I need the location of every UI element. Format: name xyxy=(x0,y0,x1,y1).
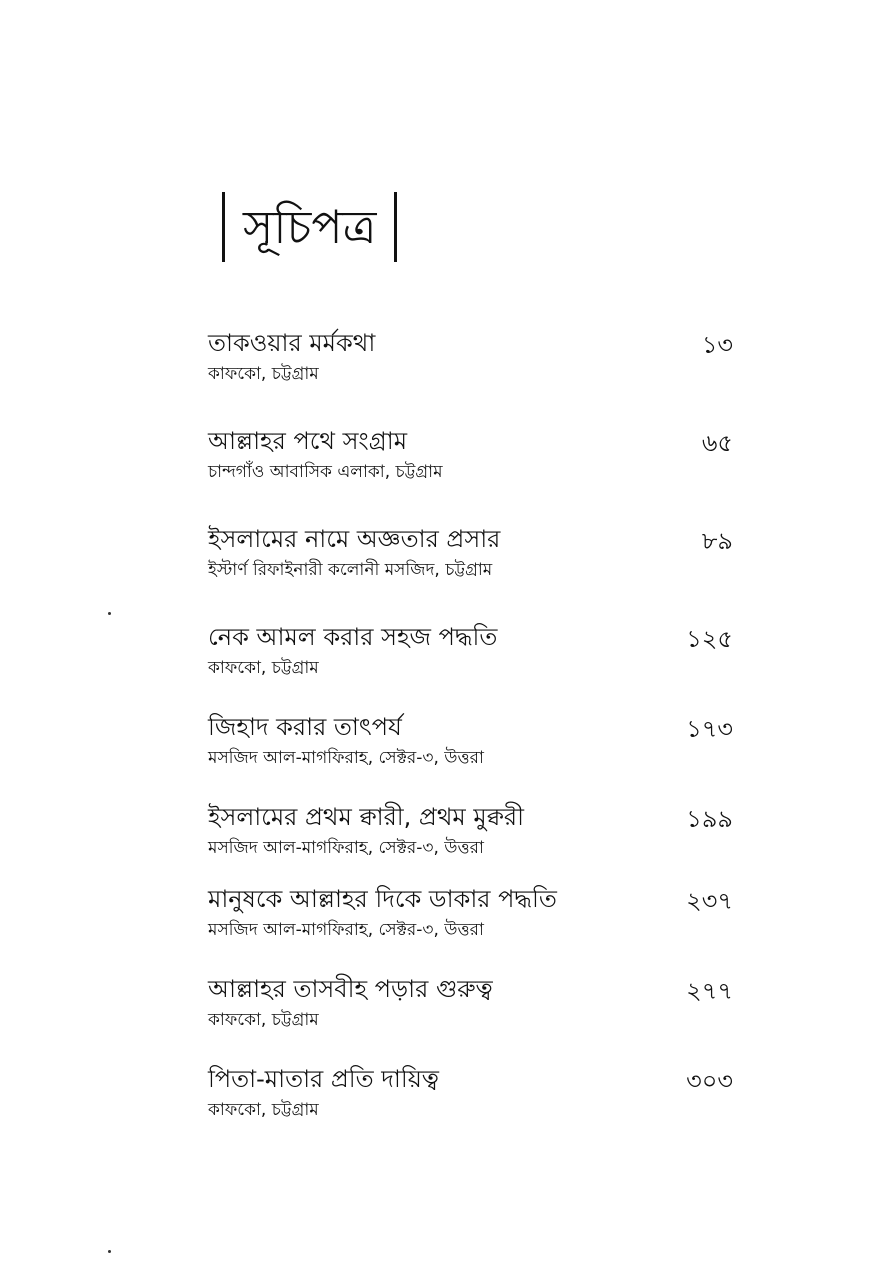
toc-entry-location: মসজিদ আল-মাগফিরাহ, সেক্টর-৩, উত্তরা xyxy=(208,920,484,940)
toc-entry-location: কাফকো, চট্টগ্রাম xyxy=(208,658,319,678)
toc-entry[interactable] xyxy=(208,522,733,586)
toc-entry[interactable] xyxy=(208,800,733,864)
scan-speck xyxy=(108,1250,111,1253)
toc-entry[interactable] xyxy=(208,710,733,774)
toc-entry[interactable] xyxy=(208,1062,733,1126)
page-title: সূচিপত্র xyxy=(243,200,377,254)
toc-entry-page-number: ১২৫ xyxy=(686,625,733,653)
toc-entry-title: ইসলামের প্রথম ক্বারী, প্রথম মুক্বরী xyxy=(208,803,524,831)
scan-speck xyxy=(108,612,111,615)
toc-entry-title: আল্লাহর পথে সংগ্রাম xyxy=(208,427,408,455)
toc-entry[interactable] xyxy=(208,972,733,1036)
toc-entry-title: মানুষকে আল্লাহর দিকে ডাকার পদ্ধতি xyxy=(208,885,557,913)
toc-entry-page-number: ৮৯ xyxy=(701,527,733,555)
toc-entry[interactable] xyxy=(208,620,733,684)
toc-entry-page-number: ১৩ xyxy=(701,331,733,359)
toc-entry-location: কাফকো, চট্টগ্রাম xyxy=(208,1010,319,1030)
toc-entry-location: ইস্টার্ণ রিফাইনারী কলোনী মসজিদ, চট্টগ্রাম xyxy=(208,560,493,580)
toc-entry[interactable] xyxy=(208,326,733,390)
toc-entry-page-number: ১৯৯ xyxy=(686,805,733,833)
toc-entry-title: ইসলামের নামে অজ্ঞতার প্রসার xyxy=(208,525,501,553)
toc-entry-location: কাফকো, চট্টগ্রাম xyxy=(208,364,319,384)
toc-entry-title: তাকওয়ার মর্মকথা xyxy=(208,329,376,357)
toc-entry-location: চান্দগাঁও আবাসিক এলাকা, চট্টগ্রাম xyxy=(208,462,443,482)
toc-entry-title: জিহাদ করার তাৎপর্য xyxy=(208,713,402,741)
toc-entry-page-number: ১৭৩ xyxy=(686,715,733,743)
toc-entry-location: মসজিদ আল-মাগফিরাহ, সেক্টর-৩, উত্তরা xyxy=(208,748,484,768)
title-right-rule xyxy=(394,192,397,262)
toc-entry-title: আল্লাহর তাসবীহ পড়ার গুরুত্ব xyxy=(208,975,493,1003)
toc-entry-title: পিতা-মাতার প্রতি দায়িত্ব xyxy=(208,1065,439,1093)
toc-entry-title: নেক আমল করার সহজ পদ্ধতি xyxy=(208,623,498,651)
toc-entry[interactable] xyxy=(208,424,733,488)
toc-entry-page-number: ২৩৭ xyxy=(686,887,733,915)
toc-entry-location: কাফকো, চট্টগ্রাম xyxy=(208,1100,319,1120)
toc-entry-page-number: ৩০৩ xyxy=(686,1067,733,1095)
toc-entry-page-number: ৬৫ xyxy=(701,429,733,457)
page-title-block xyxy=(222,190,397,264)
toc-entry-location: মসজিদ আল-মাগফিরাহ, সেক্টর-৩, উত্তরা xyxy=(208,838,484,858)
toc-entry[interactable] xyxy=(208,882,733,946)
toc-entry-page-number: ২৭৭ xyxy=(686,977,733,1005)
